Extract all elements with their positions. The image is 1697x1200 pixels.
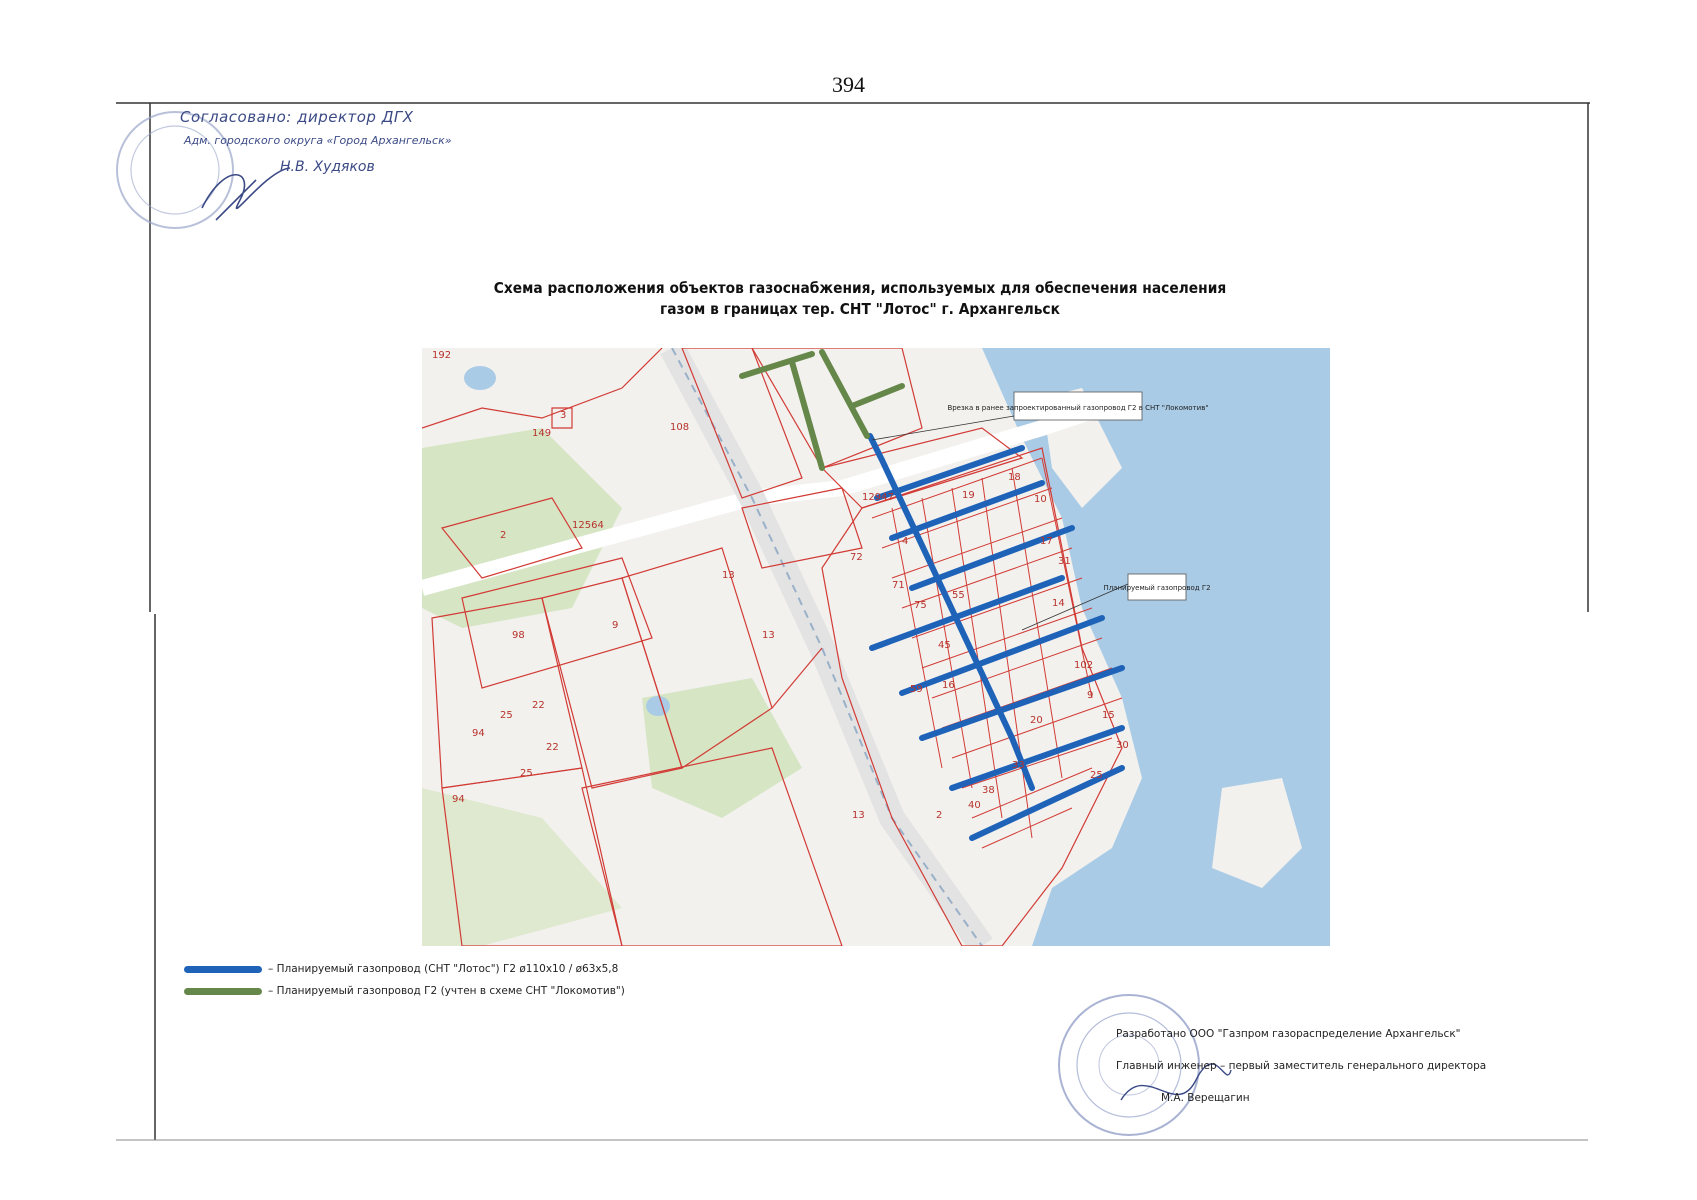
parcel-label: 15	[1102, 710, 1115, 721]
parcel-label: 71	[892, 580, 905, 591]
parcel-label: 40	[968, 800, 981, 811]
approval-block	[180, 108, 452, 175]
map-canvas	[422, 348, 1330, 946]
parcel-label: 20	[1030, 715, 1043, 726]
parcel-label: 17	[1040, 536, 1053, 547]
title-line-2: газом в границах тер. СНТ "Лотос" г. Архангельск	[660, 300, 1060, 318]
callout-planned-text: Планируемый газопровод Г2	[1103, 584, 1211, 592]
legend-label-planned: – Планируемый газопровод (СНТ "Лотос") Г2 ø110х10 / ø63х5,8	[268, 963, 619, 975]
parcel-label: 94	[472, 728, 485, 739]
parcel-label: 94	[452, 794, 465, 805]
parcel-label: 2	[936, 810, 943, 821]
map-area	[422, 348, 1330, 946]
parcel-label: 18	[1008, 472, 1021, 483]
parcel-label: 108	[670, 422, 690, 433]
parcel-label: 75	[914, 600, 927, 611]
parcel-label: 55	[952, 590, 965, 601]
parcel-label: 13	[722, 570, 735, 581]
parcel-label: 59	[910, 684, 923, 695]
parcel-label: 10	[1034, 494, 1047, 505]
map-title	[464, 278, 1255, 320]
parcel-label: 14	[1052, 598, 1065, 609]
parcel-label: 19	[962, 490, 975, 501]
parcel-label: 2	[500, 530, 507, 541]
parcel-label: 12947	[862, 492, 894, 503]
parcel-label: 25	[500, 710, 513, 721]
pond	[464, 366, 496, 390]
parcel-label: 31	[1058, 556, 1071, 567]
legend-swatch-blue	[184, 966, 262, 973]
parcel-label: 25	[520, 768, 533, 779]
parcel-label: 13	[852, 810, 865, 821]
pond	[646, 696, 670, 716]
legend-item-locomotive	[184, 980, 625, 1002]
approval-line-1: Согласовано: директор ДГХ	[180, 108, 414, 126]
parcel-label: 33	[1012, 760, 1025, 771]
parcel-label: 30	[1116, 740, 1129, 751]
parcel-label: 102	[1074, 660, 1094, 671]
developer-block	[1116, 1018, 1486, 1114]
parcel-label: 25	[1090, 770, 1103, 781]
approval-line-2: Адм. городского округа «Город Архангельск»	[184, 134, 452, 147]
developer-line-2: Главный инженер – первый заместитель генерального директора	[1116, 1060, 1487, 1072]
developer-line-3: М.А. Верещагин	[1161, 1092, 1250, 1104]
title-line-1: Схема расположения объектов газоснабжения, используемых для обеспечения населения	[493, 279, 1227, 297]
parcel-label: 3	[560, 410, 567, 421]
parcel-label: 149	[532, 428, 552, 439]
parcel-label: 98	[512, 630, 525, 641]
legend	[184, 958, 625, 1002]
parcel-label: 192	[432, 350, 452, 361]
parcel-label: 4	[902, 536, 909, 547]
page-number: 394	[832, 72, 865, 97]
parcel-label: 72	[850, 552, 863, 563]
parcel-label: 38	[982, 785, 995, 796]
parcel-label: 12564	[572, 520, 604, 531]
parcel-label: 13	[762, 630, 775, 641]
callout-connection-text: Врезка в ранее запроектированный газопровод Г2 в СНТ "Локомотив"	[947, 404, 1209, 412]
parcel-label: 22	[532, 700, 545, 711]
approval-line-3: Н.В. Худяков	[280, 159, 375, 175]
parcel-label: 22	[546, 742, 559, 753]
legend-label-locomotive: – Планируемый газопровод Г2 (учтен в схеме СНТ "Локомотив")	[268, 985, 625, 997]
parcel-label: 45	[938, 640, 951, 651]
legend-swatch-green	[184, 988, 262, 995]
parcel-label: 16	[942, 680, 955, 691]
legend-item-planned	[184, 958, 625, 980]
developer-line-1: Разработано ООО "Газпром газораспределение Архангельск"	[1116, 1028, 1461, 1040]
parcel-label: 9	[1087, 690, 1094, 701]
parcel-label: 9	[612, 620, 619, 631]
